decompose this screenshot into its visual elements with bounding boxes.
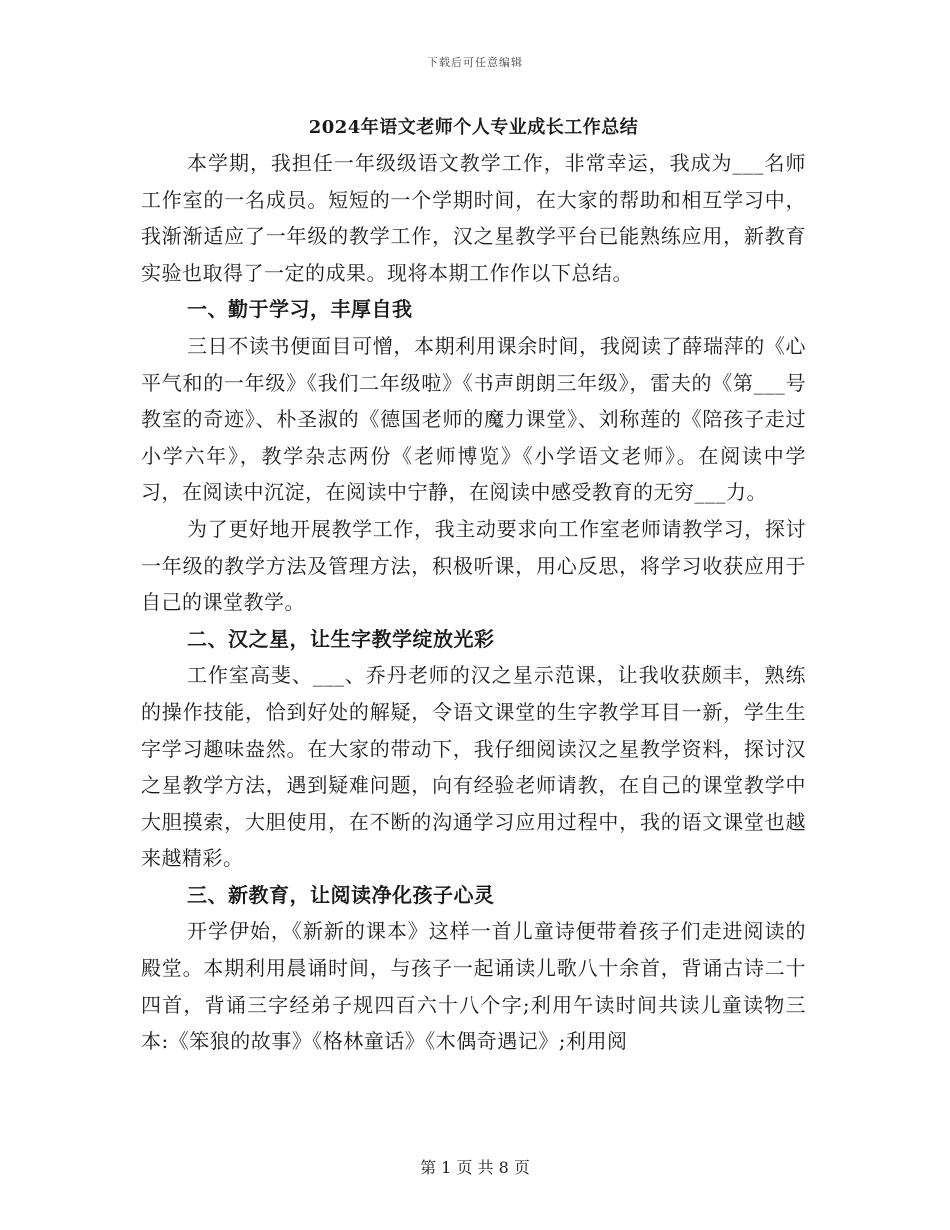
section-heading-2: 二、汉之星，让生字教学绽放光彩 bbox=[187, 626, 495, 651]
document-body bbox=[141, 113, 806, 1060]
document-title: 2024年语文老师个人专业成长工作总结 bbox=[308, 117, 639, 138]
section-heading-1: 一、勤于学习，丰厚自我 bbox=[187, 297, 413, 322]
paragraph-reading: 三日不读书便面目可憎，本期利用课余时间，我阅读了薛瑞萍的《心平气和的一年级》《我们二年级啦》《书声朗朗三年级》，雷夫的《第___号教室的奇迹》、朴圣淑的《德国老师的魔力课堂》、刘称莲的《陪孩子走过小学六年》，教学杂志两份《老师博览》《小学语文老师》。在阅读中学习，在阅读中沉淀，在阅读中宁静，在阅读中感受教育的无穷___力。 bbox=[141, 333, 806, 505]
header-note: 下载后可任意编辑 bbox=[427, 56, 523, 69]
section-heading-3: 三、新教育，让阅读净化孩子心灵 bbox=[187, 882, 495, 907]
paragraph-new-education: 开学伊始，《新新的课本》这样一首儿童诗便带着孩子们走进阅读的殿堂。本期利用晨诵时间，与孩子一起诵读儿歌八十余首，背诵古诗二十四首，背诵三字经弟子规四百六十八个字;利用午读时间共读儿童读物三本:《笨狼的故事》《格林童话》《木偶奇遇记》;利用阅 bbox=[141, 919, 806, 1054]
paragraph-intro: 本学期，我担任一年级级语文教学工作，非常幸运，我成为___名师工作室的一名成员。短短的一个学期时间，在大家的帮助和相互学习中，我渐渐适应了一年级的教学工作，汉之星教学平台已能熟练应用，新教育实验也取得了一定的成果。现将本期工作作以下总结。 bbox=[141, 151, 806, 285]
paragraph-hanzhixing: 工作室高斐、___、乔丹老师的汉之星示范课，让我收获颇丰，熟练的操作技能，恰到好处的解疑，令语文课堂的生字教学耳目一新，学生生字学习趣味盎然。在大家的带动下，我仔细阅读汉之星教学资料，探讨汉之星教学方法，遇到疑难问题，向有经验老师请教，在自己的课堂教学中大胆摸索，大胆使用，在不断的沟通学习应用过程中，我的语文课堂也越来越精彩。 bbox=[141, 663, 806, 871]
page-number: 第 1 页 共 8 页 bbox=[420, 1158, 530, 1177]
paragraph-learning: 为了更好地开展教学工作，我主动要求向工作室老师请教学习，探讨一年级的教学方法及管理方法，积极听课，用心反思，将学习收获应用于自己的课堂教学。 bbox=[141, 516, 806, 615]
